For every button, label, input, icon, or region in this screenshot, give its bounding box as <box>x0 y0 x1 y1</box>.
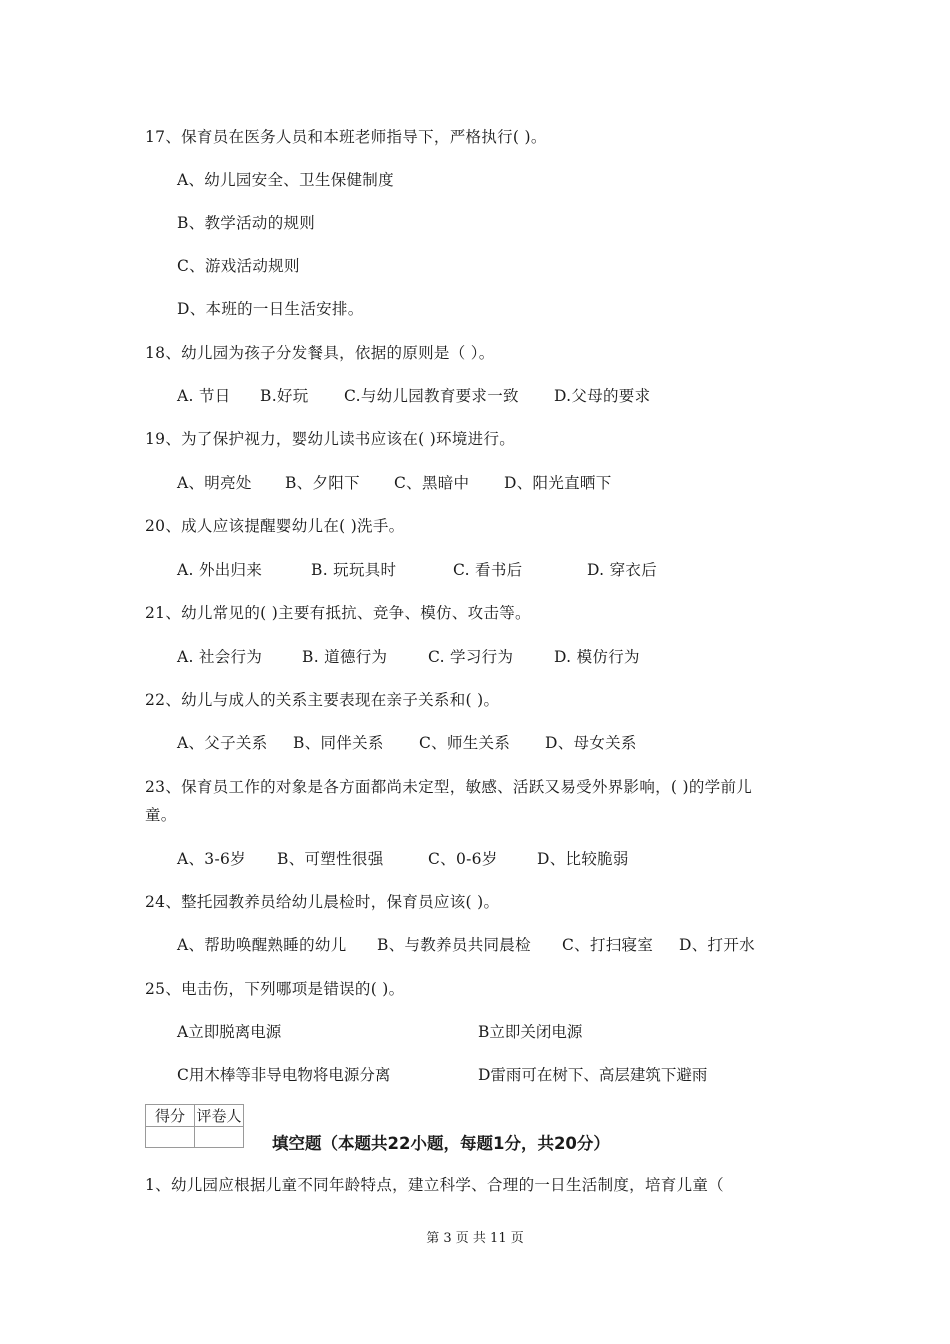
question-23-stem-continued: 童。 <box>145 806 177 824</box>
question-18-option-a: A. 节日 <box>177 387 231 405</box>
question-17-option-c: C、游戏活动规则 <box>177 257 300 275</box>
question-21-option-b: B. 道德行为 <box>302 648 388 666</box>
reviewer-label: 评卷人 <box>195 1105 244 1127</box>
question-25-option-a: A立即脱离电源 <box>177 1023 282 1041</box>
question-18-option-b: B.好玩 <box>260 387 309 405</box>
question-21-option-c: C. 学习行为 <box>428 648 514 666</box>
question-25-option-c: C用木棒等非导电物将电源分离 <box>177 1066 391 1084</box>
question-21-options <box>177 646 640 668</box>
question-22-option-a: A、父子关系 <box>177 734 268 752</box>
question-23-option-d: D、比较脆弱 <box>537 850 629 868</box>
question-22-stem: 22、幼儿与成人的关系主要表现在亲子关系和( )。 <box>145 691 500 709</box>
question-24-option-a: A、帮助唤醒熟睡的幼儿 <box>177 936 347 954</box>
question-18-stem: 18、幼儿园为孩子分发餐具，依据的原则是（ ）。 <box>145 344 495 362</box>
question-25-stem: 25、电击伤，下列哪项是错误的( )。 <box>145 980 405 998</box>
question-22-options <box>177 732 637 754</box>
question-23-options <box>177 848 629 870</box>
question-19-stem: 19、为了保护视力，婴幼儿读书应该在( )环境进行。 <box>145 430 516 448</box>
question-25-option-b: B立即关闭电源 <box>478 1023 583 1041</box>
question-20-option-b: B. 玩玩具时 <box>311 561 397 579</box>
question-19-option-a: A、明亮处 <box>177 474 252 492</box>
question-17-option-b: B、教学活动的规则 <box>177 214 316 232</box>
question-18-option-c: C.与幼儿园教育要求一致 <box>344 387 519 405</box>
question-20-option-c: C. 看书后 <box>453 561 523 579</box>
section-title: 填空题（本题共22小题，每题1分，共20分） <box>272 1134 610 1153</box>
question-22-option-b: B、同伴关系 <box>293 734 384 752</box>
fill-blank-question-1: 1、幼儿园应根据儿童不同年龄特点，建立科学、合理的一日生活制度，培育儿童（ <box>145 1176 724 1194</box>
question-24-stem: 24、整托园教养员给幼儿晨检时，保育员应该( )。 <box>145 893 500 911</box>
question-23-option-c: C、0-6岁 <box>428 850 498 868</box>
question-24-option-b: B、与教养员共同晨检 <box>377 936 531 954</box>
question-24-option-c: C、打扫寝室 <box>562 936 654 954</box>
question-23-option-b: B、可塑性很强 <box>277 850 384 868</box>
question-17-stem: 17、保育员在医务人员和本班老师指导下，严格执行( )。 <box>145 128 547 146</box>
question-21-option-a: A. 社会行为 <box>177 648 263 666</box>
question-19-option-b: B、夕阳下 <box>285 474 360 492</box>
question-23-stem: 23、保育员工作的对象是各方面都尚未定型，敏感、活跃又易受外界影响，( )的学前儿 <box>145 778 753 796</box>
question-23-option-a: A、3-6岁 <box>177 850 246 868</box>
score-box <box>145 1104 244 1148</box>
question-18-option-d: D.父母的要求 <box>554 387 651 405</box>
question-25-option-d: D雷雨可在树下、高层建筑下避雨 <box>478 1066 708 1084</box>
question-24-options <box>177 934 755 956</box>
question-20-options <box>177 559 657 581</box>
score-label: 得分 <box>146 1105 195 1127</box>
question-18-options <box>177 385 650 407</box>
question-22-option-d: D、母女关系 <box>545 734 637 752</box>
question-21-stem: 21、幼儿常见的( )主要有抵抗、竞争、模仿、攻击等。 <box>145 604 531 622</box>
question-19-option-d: D、阳光直晒下 <box>504 474 612 492</box>
question-17-option-a: A、幼儿园安全、卫生保健制度 <box>177 171 394 189</box>
question-20-option-a: A. 外出归来 <box>177 561 263 579</box>
question-24-option-d: D、打开水 <box>679 936 755 954</box>
page-footer: 第 3 页 共 11 页 <box>426 1231 524 1246</box>
question-17-option-d: D、本班的一日生活安排。 <box>177 300 364 318</box>
question-20-stem: 20、成人应该提醒婴幼儿在( )洗手。 <box>145 517 405 535</box>
question-22-option-c: C、师生关系 <box>419 734 511 752</box>
question-20-option-d: D. 穿衣后 <box>587 561 658 579</box>
score-cell <box>146 1127 195 1148</box>
question-21-option-d: D. 模仿行为 <box>554 648 640 666</box>
reviewer-cell <box>195 1127 244 1148</box>
question-19-options <box>177 472 612 494</box>
question-19-option-c: C、黑暗中 <box>394 474 470 492</box>
